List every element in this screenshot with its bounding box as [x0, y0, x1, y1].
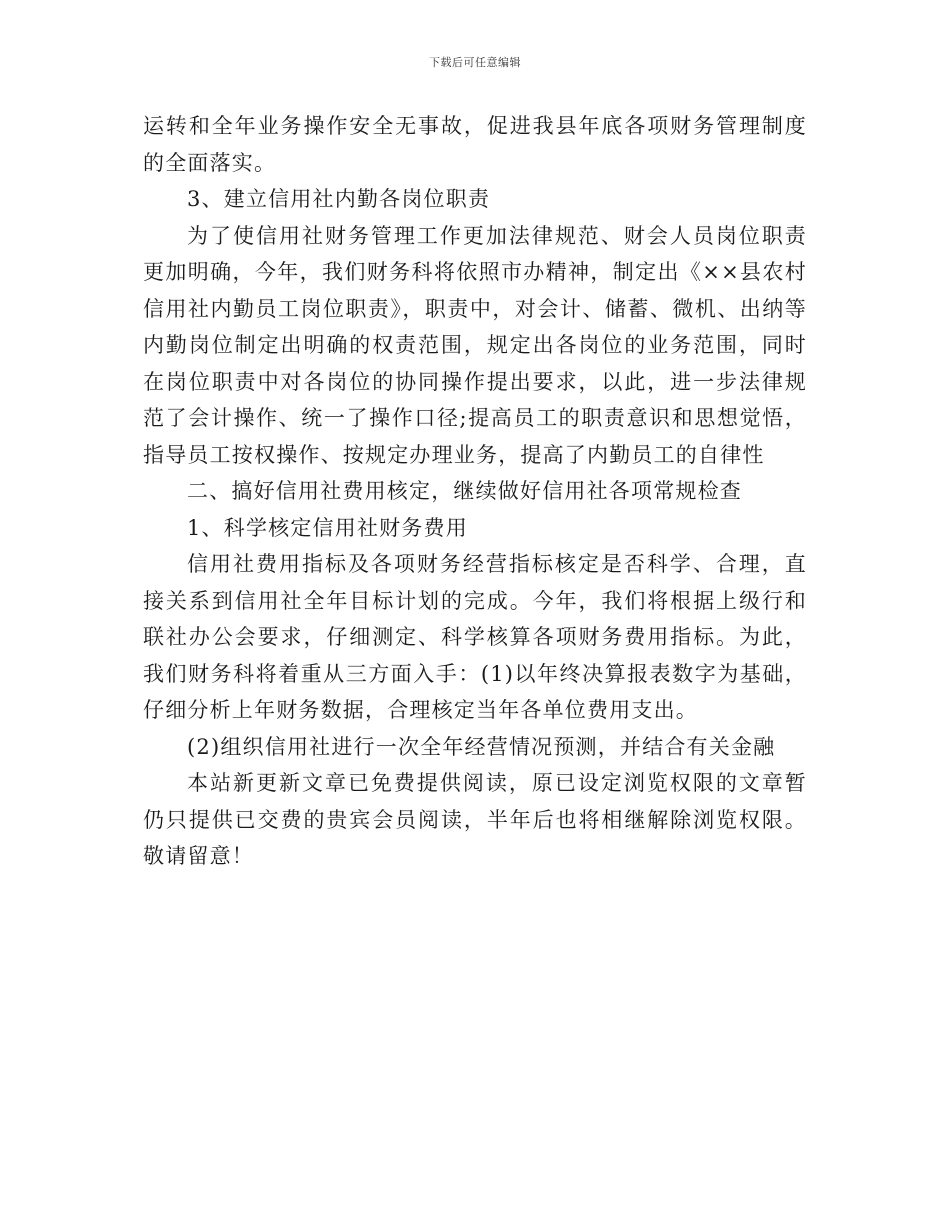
section-heading-2: 二、搞好信用社费用核定，继续做好信用社各项常规检查 — [187, 479, 742, 503]
paragraph-3: 信用社费用指标及各项财务经营指标核定是否科学、合理，直接关系到信用社全年目标计划的完成。今年，我们将根据上级行和联社办公会要求，仔细测定、科学核算各项财务费用指标。为此，我们财务科将着重从三方面入手：(1)以年终决算报表数字为基础，仔细分析上年财务数据，合理核定当年各单位费用支出。 — [143, 552, 807, 722]
section-heading-3: 3、建立信用社内勤各岗位职责 — [187, 187, 491, 211]
page-header-note: 下载后可任意编辑 — [429, 56, 521, 69]
subsection-heading-1: 1、科学核定信用社财务费用 — [187, 515, 468, 540]
paragraph-2: 为了使信用社财务管理工作更加法律规范、财会人员岗位职责更加明确，今年，我们财务科将依照市办精神，制定出《××县农村信用社内勤员工岗位职责》，职责中，对会计、储蓄、微机、出纳等内勤岗位制定出明确的权责范围，规定出各岗位的业务范围，同时在岗位职责中对各岗位的协同操作提出要求，以此，进一步法律规范了会计操作、统一了操作口径;提高员工的职责意识和思想觉悟，指导员工按权操作、按规定办理业务，提高了内勤员工的自律性 — [143, 223, 807, 467]
paragraph-4: (2)组织信用社进行一次全年经营情况预测，并结合有关金融 — [187, 734, 776, 759]
document-body — [143, 108, 807, 875]
paragraph-1: 运转和全年业务操作安全无事故，促进我县年底各项财务管理制度的全面落实。 — [143, 114, 807, 175]
site-notice: 本站新更新文章已免费提供阅读，原已设定浏览权限的文章暂仍只提供已交费的贵宾会员阅读，半年后也将相继解除浏览权限。敬请留意！ — [143, 771, 807, 868]
